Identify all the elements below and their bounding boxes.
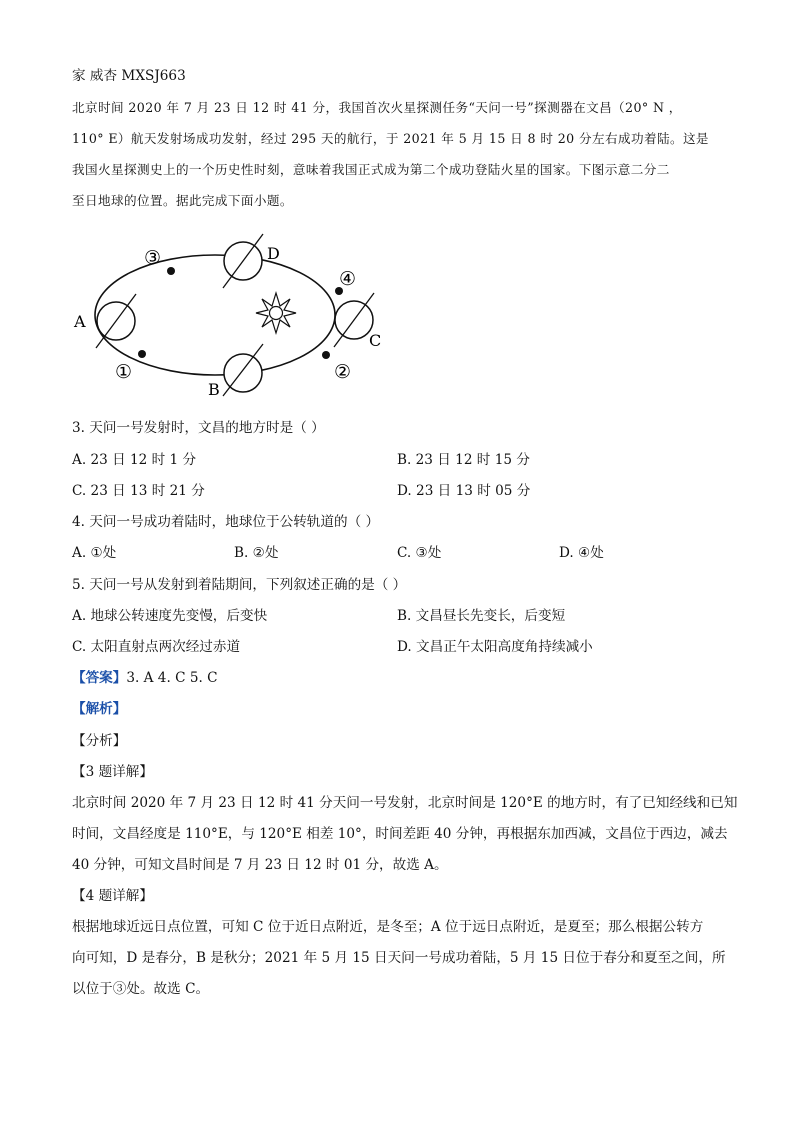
intro-line-4: 至日地球的位置。据此完成下面小题。 — [72, 193, 293, 208]
point-3-dot — [167, 267, 175, 275]
intro-line-1: 北京时间 2020 年 7 月 23 日 12 时 41 分，我国首次火星探测任务“天问一号”探测器在文昌（20° N ， — [72, 100, 682, 115]
q3-option-b: B. 23 日 12 时 15 分 — [397, 452, 530, 468]
q4-detail-line-1: 根据地球近远日点位置，可知 C 位于近日点附近，是冬至；A 位于远日点附近，是夏至；那么根据公转方 — [72, 919, 704, 935]
label-p1: ① — [115, 361, 133, 383]
q5-stem: 5. 天问一号从发射到着陆期间，下列叙述正确的是（ ） — [72, 577, 407, 593]
q3-stem: 3. 天问一号发射时，文昌的地方时是（ ） — [72, 420, 325, 436]
answer-text: 3. A 4. C 5. C — [126, 670, 218, 686]
q4-stem: 4. 天问一号成功着陆时，地球位于公转轨道的（ ） — [72, 514, 380, 530]
earth-d — [223, 234, 263, 288]
q5-option-a: A. 地球公转速度先变慢，后变快 — [72, 608, 268, 624]
q4-detail-line-3: 以位于③处。故选 C。 — [72, 981, 210, 997]
q3-detail-line-3: 40 分钟，可知文昌时间是 7 月 23 日 12 时 01 分，故选 A。 — [72, 857, 448, 873]
label-p3: ③ — [144, 247, 162, 269]
earth-a — [96, 294, 136, 348]
intro-line-2: 110° E）航天发射场成功发射，经过 295 天的航行，于 2021 年 5 月 15 日 8 时 20 分左右成功着陆。这是 — [72, 131, 709, 146]
q3-option-c: C. 23 日 13 时 21 分 — [72, 483, 205, 499]
sun-icon — [256, 293, 296, 333]
q4-option-b: B. ②处 — [234, 545, 279, 561]
point-2-dot — [322, 351, 330, 359]
label-p2: ② — [334, 361, 352, 383]
intro-line-3: 我国火星探测史上的一个历史性时刻，意味着我国正式成为第二个成功登陆火星的国家。下图示意二分二 — [72, 162, 670, 177]
q4-detail-title: 【4 题详解】 — [72, 888, 153, 904]
orbit-diagram — [60, 228, 390, 400]
q4-detail-line-2: 向可知，D 是春分，B 是秋分；2021 年 5 月 15 日天问一号成功着陆，5 月 15 日位于春分和夏至之间，所 — [72, 950, 726, 966]
answer-tag: 【答案】 — [72, 670, 127, 686]
q3-detail-line-2: 时间，文昌经度是 110°E，与 120°E 相差 10°，时间差距 40 分钟，再根据东加西减，文昌位于西边，减去 — [72, 826, 728, 842]
q3-option-d: D. 23 日 13 时 05 分 — [397, 483, 531, 499]
label-c: C — [369, 331, 382, 350]
q4-option-c: C. ③处 — [397, 545, 442, 561]
fenxi-title: 【分析】 — [72, 733, 127, 749]
q4-option-d: D. ④处 — [559, 545, 604, 561]
label-b: B — [208, 380, 220, 399]
label-p4: ④ — [339, 268, 357, 290]
label-a: A — [74, 312, 86, 331]
analysis-tag: 【解析】 — [72, 701, 127, 717]
earth-c — [334, 293, 374, 347]
q5-option-d: D. 文昌正午太阳高度角持续减小 — [397, 639, 593, 655]
earth-b — [223, 344, 263, 396]
q3-detail-line-1: 北京时间 2020 年 7 月 23 日 12 时 41 分天问一号发射，北京时间是 120°E 的地方时，有了已知经线和已知 — [72, 795, 738, 811]
answer-row — [72, 668, 218, 688]
q5-option-c: C. 太阳直射点两次经过赤道 — [72, 639, 241, 655]
q3-option-a: A. 23 日 12 时 1 分 — [72, 452, 197, 468]
q4-option-a: A. ①处 — [72, 545, 117, 561]
page-header: 家 威杏 MXSJ663 — [72, 68, 186, 84]
label-d: D — [267, 244, 280, 263]
point-1-dot — [138, 350, 146, 358]
q3-detail-title: 【3 题详解】 — [72, 764, 153, 780]
q5-option-b: B. 文昌昼长先变长，后变短 — [397, 608, 566, 624]
